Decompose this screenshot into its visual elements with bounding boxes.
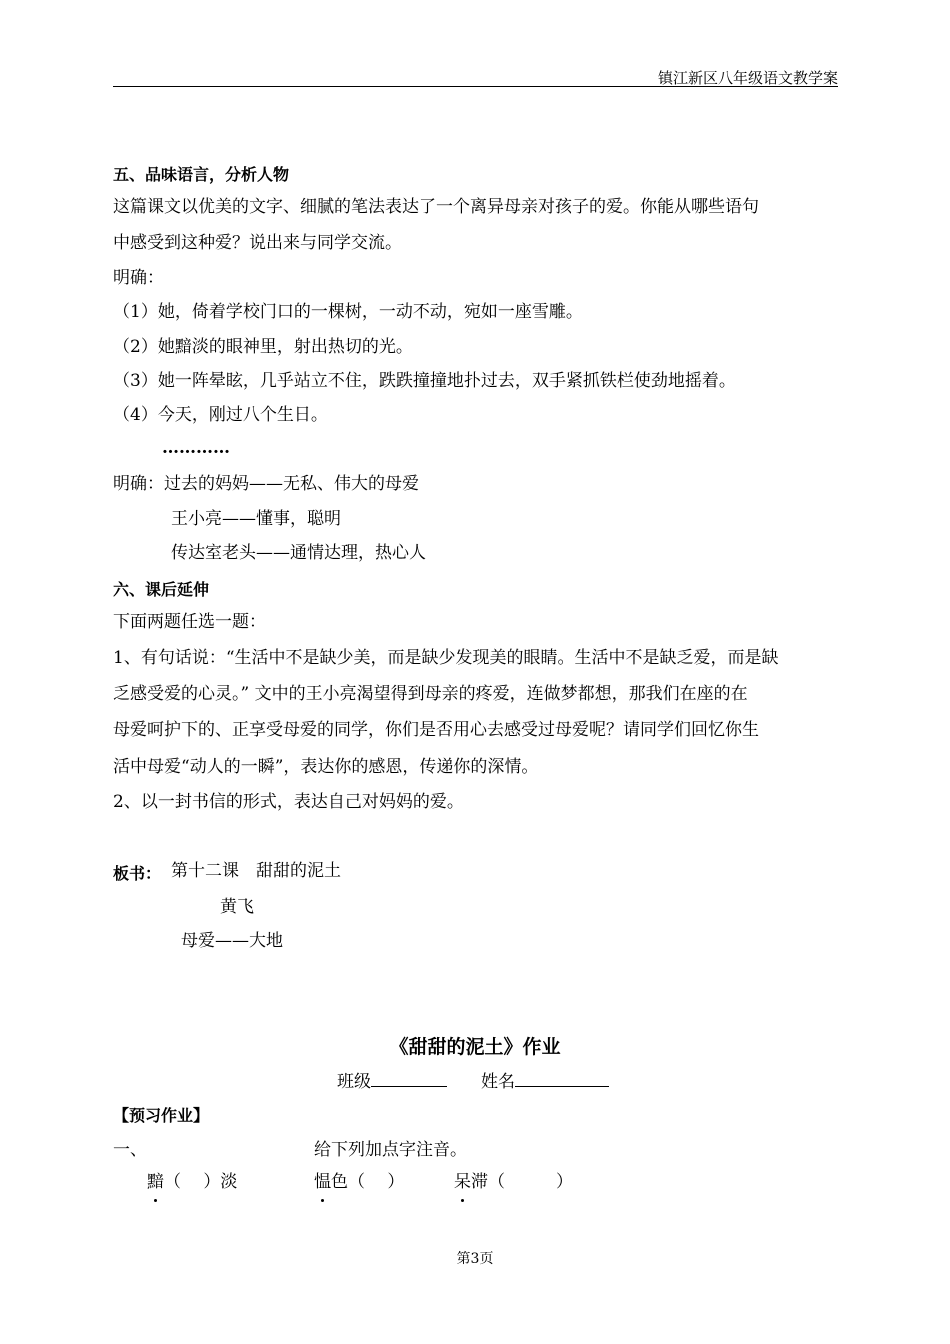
section6-heading: 六、课后延伸 [113,580,210,599]
ellipsis: ………… [162,438,230,458]
name-label: 姓名 [481,1072,515,1092]
board-author: 黄飞 [220,897,254,917]
class-field [337,1070,447,1094]
quote-item-3: （3）她一阵晕眩，几乎站立不住，跌跌撞撞地扑过去，双手紧抓铁栏使劲地摇着。 [113,371,736,391]
class-label: 班级 [337,1072,371,1092]
word-rest-1: 淡 [220,1172,238,1192]
section5-heading: 五、品味语言，分析人物 [113,165,290,184]
q1-line1: 1、有句话说：“生活中不是缺少美，而是缺少发现美的眼睛。生活中不是缺乏爱，而是缺 [113,648,779,668]
word-rest-2: 色 [331,1172,348,1192]
board-line3: 母爱——大地 [181,931,283,951]
section5-prompt-line1: 这篇课文以优美的文字、细腻的笔法表达了一个离异母亲对孩子的爱。你能从哪些语句 [113,197,759,217]
summary-gatekeeper: 传达室老头——通情达理，热心人 [171,543,426,563]
paren-3: （ ） [488,1172,573,1192]
board-label: 板书： [113,864,162,883]
class-blank [371,1070,447,1087]
quote-item-2: （2）她黯淡的眼神里，射出热切的光。 [113,337,413,357]
dotted-char-1: 黯 [147,1172,164,1192]
q1-line3: 母爱呵护下的、正享受母爱的同学，你们是否用心去感受过母爱呢？请同学们回忆你生 [113,720,759,740]
header-rule [113,86,838,87]
page-number: 第3页 [456,1251,494,1267]
q1-line2: 乏感受爱的心灵。” 文中的王小亮渴望得到母亲的疼爱，连做梦都想，那我们在座的在 [113,684,748,704]
word-item-1 [147,1170,237,1194]
board-line1: 第十二课 甜甜的泥土 [171,861,341,881]
dotted-char-2: 愠 [314,1172,331,1192]
word-item-3 [454,1170,573,1194]
quote-item-1: （1）她，倚着学校门口的一棵树，一动不动，宛如一座雪雕。 [113,302,583,322]
name-blank [515,1070,609,1087]
q2-line: 2、以一封书信的形式，表达自己对妈妈的爱。 [113,792,464,812]
clarify-label: 明确： [113,268,164,288]
paren-2: （ ） [348,1172,405,1192]
dotted-char-3: 呆 [454,1172,471,1192]
section5-prompt-line2: 中感受到这种爱？说出来与同学交流。 [113,233,402,253]
paren-1: （ ） [164,1172,221,1192]
homework-title: 《甜甜的泥土》作业 [389,1036,561,1058]
word-item-2 [314,1170,404,1194]
preview-heading: 【预习作业】 [113,1106,210,1125]
name-field [481,1070,609,1094]
quote-item-4: （4）今天，刚过八个生日。 [113,405,328,425]
page-header: 镇江新区八年级语文教学案 [657,69,838,87]
section6-intro: 下面两题任选一题： [113,612,266,632]
summary-wangxiaoliang: 王小亮——懂事，聪明 [171,509,341,529]
question-text: 给下列加点字注音。 [314,1140,467,1160]
word-rest-3: 滞 [471,1172,488,1192]
question-number: 一、 [113,1140,147,1160]
q1-line4: 活中母爱“动人的一瞬”，表达你的感恩，传递你的深情。 [113,757,539,777]
summary-mother: 明确：过去的妈妈——无私、伟大的母爱 [113,474,419,494]
